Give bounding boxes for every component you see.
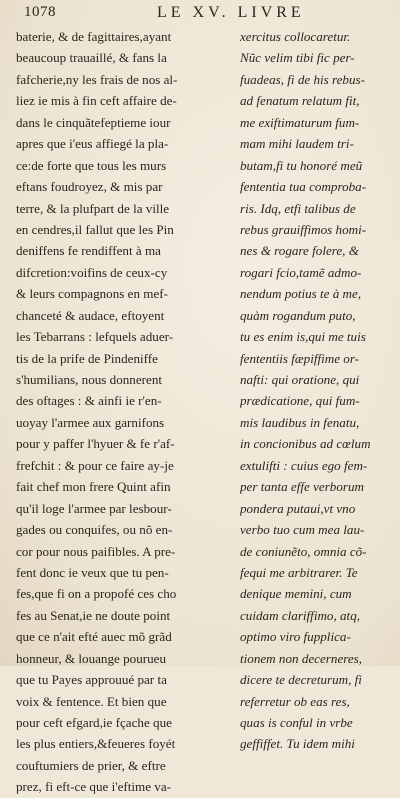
page-number: 1078 (24, 4, 56, 20)
french-text-line: beaucoup trauaillé, & fans la (16, 50, 167, 66)
latin-text-line: me exiftimaturum fum- (240, 114, 360, 130)
latin-text-line: ris. Idq, etfi talibus de (240, 200, 356, 216)
french-text-line: en cendres,il fallut que les Pin (16, 221, 174, 237)
french-text-line: que tu Payes approuué par ta (16, 672, 167, 688)
latin-text-line: pondera putaui,vt vno (240, 500, 356, 516)
latin-text-line: optimo viro fupplica- (240, 629, 351, 645)
french-text-line: fait chef mon frere Quint afin (16, 479, 171, 495)
latin-text-line: nes & rogare folere, & (240, 243, 359, 259)
latin-text-line: prædicatione, qui fum- (240, 393, 360, 409)
french-text-line: & leurs compagnons en mef- (16, 286, 168, 302)
french-text-line: difcretion:voifins de ceux-cy (16, 264, 168, 280)
latin-text-line: referretur ob eas res, (240, 693, 350, 709)
french-text-line: baterie, & de fagittaires,ayant (16, 29, 172, 44)
french-text-line: uoyay l'armee aux garnifons (16, 414, 165, 430)
french-text-line: les plus entiers,&feueres foyét (16, 736, 176, 752)
french-text-line: les Tebarrans : lefquels aduer- (16, 329, 174, 345)
latin-text-line: in concionibus ad cœlum (240, 436, 371, 452)
french-text-line: pour ceft efgard,ie fçache que (16, 715, 172, 730)
french-text-line: chanceté & audace, eftoyent (16, 307, 165, 323)
latin-text-line: nendum potius te à me, (240, 286, 362, 302)
french-text-line: fes au Senat,ie ne doute point (16, 607, 171, 623)
french-text-line: pour y paffer l'hyuer & fe r'af- (16, 436, 175, 452)
french-text-line: qu'il loge l'armee par lesbour- (16, 500, 172, 516)
latin-text-line: rogari fcio,tamẽ admo- (240, 264, 362, 280)
french-text-line: terre, & la plufpart de la ville (16, 200, 170, 216)
french-text-line: cor pour nous paifibles. A pre- (16, 543, 176, 559)
french-text-line: deniffens fe rendiffent à ma (16, 243, 161, 259)
french-text-line: fafcherie,ny les frais de nos al- (16, 71, 178, 87)
french-text-line: voix & fentence. Et bien que (16, 693, 167, 709)
latin-text-line: Nũc velim tibi fic per- (240, 50, 355, 66)
french-text-line: tis de la prife de Pindeniffe (16, 350, 158, 366)
french-text-line: liez ie mis à fin ceft affaire de- (16, 93, 177, 109)
latin-text-line: xercitus collocaretur. (240, 29, 351, 44)
latin-text-line: verbo tuo cum mea lau- (240, 522, 365, 538)
french-text-line: que ce n'ait efté auec mõ grãd (16, 629, 172, 645)
latin-text-line: per tanta effe verborum (240, 479, 365, 495)
french-text-line: des oftages : & ainfi ie r'en- (16, 393, 162, 409)
latin-text-line: quàm rogandum puto, (240, 307, 356, 323)
latin-text-line: nafti: qui oratione, qui (240, 372, 360, 387)
latin-text-line: quas is conful in vrbe (240, 715, 353, 730)
french-text-line: eftans foudroyez, & mis par (16, 179, 163, 195)
latin-text-line: mam mihi laudem tri- (240, 136, 354, 152)
french-text-column (16, 26, 234, 798)
french-text-line: honneur, & louange pourueu (16, 650, 167, 666)
latin-text-line: dicere te decreturum, fi (240, 672, 362, 688)
latin-text-line: mis laudibus in fenatu, (240, 414, 360, 430)
french-text-line: couftumiers de prier, & eftre (16, 757, 166, 773)
latin-text-line: rebus grauiffimos homi- (240, 221, 367, 237)
french-text-line: s'humilians, nous donnerent (16, 372, 163, 387)
french-text-line: apres que i'eus affiegé la pla- (16, 136, 169, 152)
latin-text-line: tionem non decerneres, (240, 650, 363, 666)
latin-text-line: denique memini, cum (240, 586, 352, 602)
latin-text-line: tu es enim is,qui me tuis (240, 329, 366, 345)
french-text-line: frefchit : & pour ce faire ay-je (16, 457, 174, 473)
latin-text-line: extulifti : cuius ego fem- (240, 457, 368, 473)
french-text-line: dans le cinquãtefeptieme iour (16, 114, 171, 130)
french-text-line: ce:de forte que tous les murs (16, 157, 167, 173)
running-title: LE XV. LIVRE (157, 4, 305, 21)
latin-text-line: fequi me arbitrarer. Te (240, 564, 358, 580)
latin-text-line: butam,fi tu honoré meũ (240, 157, 363, 173)
latin-text-line: ad fenatum relatum fit, (240, 93, 360, 109)
latin-text-line: geffiffet. Tu idem mihi (240, 736, 355, 752)
french-text-line: prez, fi eft-ce que i'eftime va- (16, 779, 172, 795)
french-text-line: gades ou conquifes, ou nõ en- (16, 522, 173, 538)
page-header (24, 4, 386, 26)
french-text-line: fes,que fi on a propofé ces cho (16, 586, 177, 602)
latin-text-line: fententia tua comproba- (240, 179, 367, 195)
french-text-line: fent donc ie veux que tu pen- (16, 564, 169, 580)
latin-text-line: fuadeas, fi de his rebus- (240, 71, 365, 87)
latin-text-column (240, 26, 388, 755)
latin-text-line: fententiis fæpiffime or- (240, 350, 360, 366)
latin-text-line: cuidam clariffimo, atq, (240, 607, 361, 623)
latin-text-line: de coniunẽto, omnia cõ- (240, 543, 367, 559)
